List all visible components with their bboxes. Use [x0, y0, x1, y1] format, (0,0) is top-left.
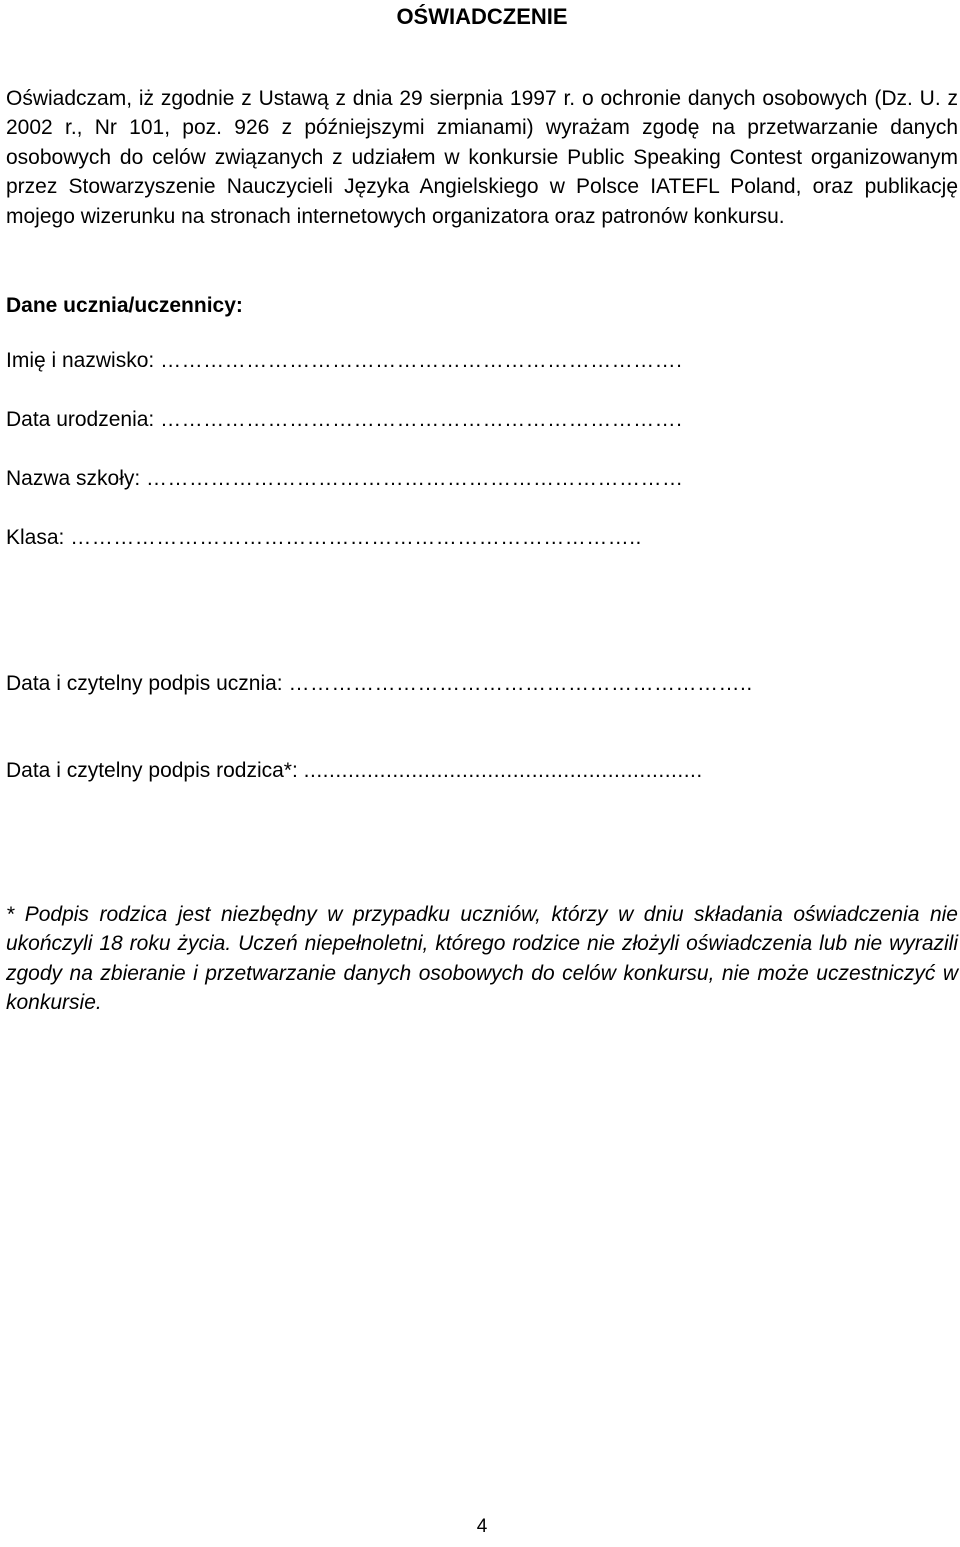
school-name-label: Nazwa szkoły:	[6, 467, 141, 490]
class-field	[6, 524, 958, 552]
student-signature-blank: ………………………………………………………..	[288, 672, 753, 695]
parent-signature-label: Data i czytelny podpis rodzica*:	[6, 759, 298, 782]
student-data-heading: Dane ucznia/uczennicy:	[6, 294, 243, 317]
page-number: 4	[476, 1516, 488, 1537]
document-page	[6, 0, 958, 1547]
birth-date-label: Data urodzenia:	[6, 408, 155, 431]
birth-date-blank: ……………………………………………………………….	[160, 408, 683, 431]
full-name-field	[6, 347, 958, 375]
consent-statement: Oświadczam, iż zgodnie z Ustawą z dnia 29 sierpnia 1997 r. o ochronie danych osobowych (Dz. U. z 2002 r., Nr 101, poz. 926 z późniejszymi zmianami) wyrażam zgodę na przetwarzanie danych osobowych do celów związanych z udziałem w konkursie Public Speaking Contest organizowanym przez Stowarzyszenie Nauczycieli Języka Angielskiego w Polsce IATEFL Poland, oraz publikację mojego wizerunku na stronach internetowych organizatora oraz patronów konkursu.	[6, 87, 958, 228]
document-title: OŚWIADCZENIE	[396, 4, 568, 29]
class-label: Klasa:	[6, 526, 65, 549]
birth-date-field	[6, 406, 958, 434]
class-blank: ……………………………………………………………………..	[70, 526, 642, 549]
parent-signature-field	[6, 757, 958, 785]
student-signature-field	[6, 670, 958, 698]
parent-signature-footnote: * Podpis rodzica jest niezbędny w przypadku uczniów, którzy w dniu składania oświadczenia nie ukończyli 18 roku życia. Uczeń niepełnoletni, którego rodzice nie złożyli oświadczenia lub nie wyrazili zgody na zbieranie i przetwarzanie danych osobowych do celów konkursu, nie może uczestniczyć w konkursie.	[6, 903, 958, 1015]
school-name-blank: …………………………………………………………………	[146, 467, 684, 490]
student-signature-label: Data i czytelny podpis ucznia:	[6, 672, 283, 695]
full-name-label: Imię i nazwisko:	[6, 349, 155, 372]
full-name-blank: ……………………………………………………………….	[160, 349, 683, 372]
school-name-field	[6, 465, 958, 493]
parent-signature-blank: ...............................................................	[303, 759, 703, 782]
